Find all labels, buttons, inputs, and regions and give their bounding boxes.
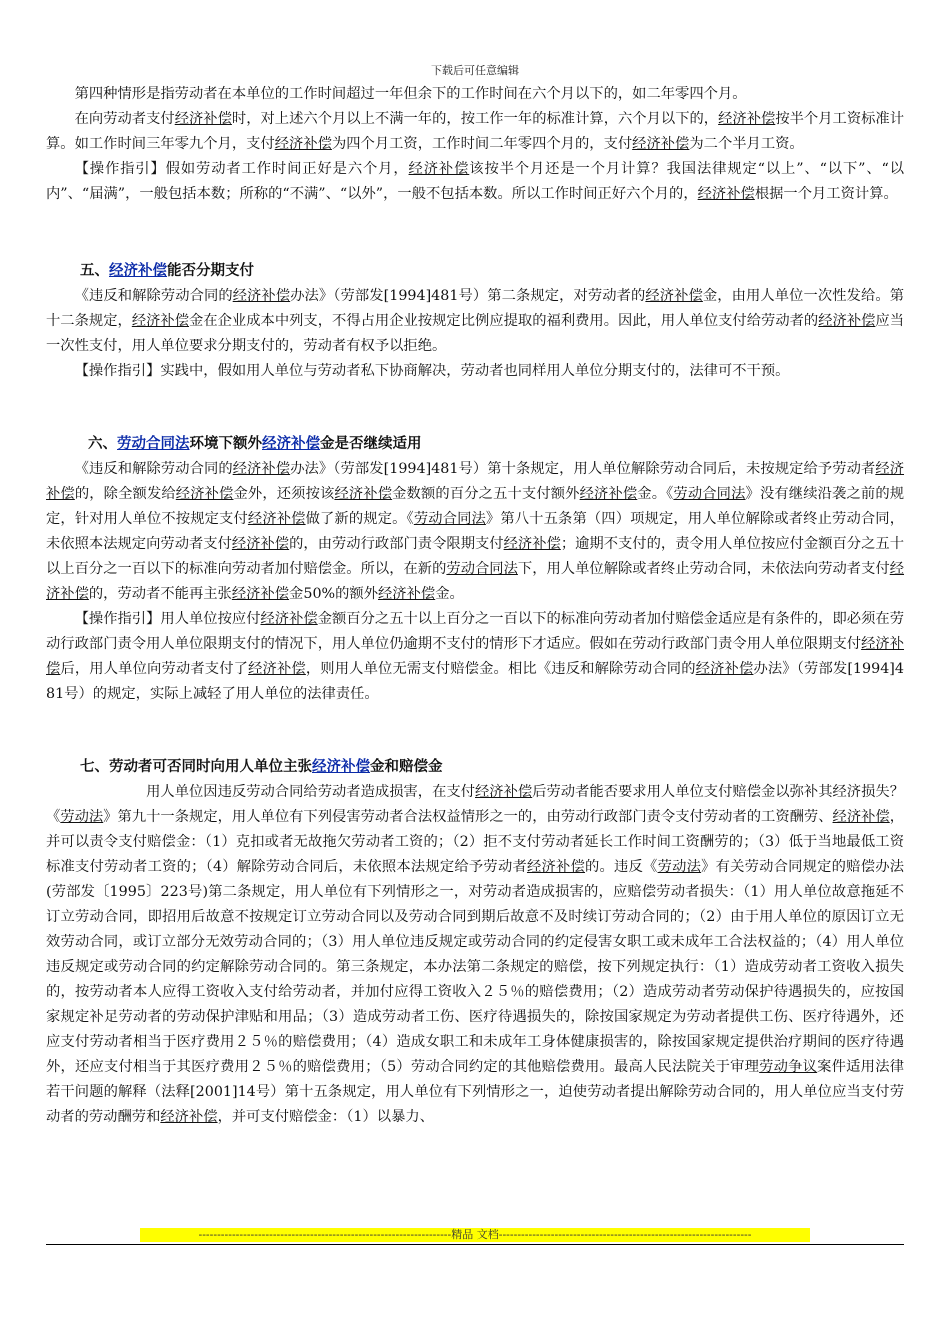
paragraph: 【操作指引】用人单位按应付经济补偿金额百分之五十以上百分之一百以下的标准向劳动者加付赔偿金适应是有条件的，即必须在劳动行政部门责令用人单位限期支付的情况下，用人单位仍逾期不支付的情形下才适应。假如在劳动行政部门责令用人单位限期支付经济补偿后，用人单位向劳动者支付了经济补偿，则用人单位无需支付赔偿金。相比《违反和解除劳动合同的经济补偿办法》（劳部发[1994]481号）的规定，实际上减轻了用人单位的法律责任。 <box>46 611 905 702</box>
term-link[interactable]: 劳动合同法 <box>117 436 190 452</box>
term-link[interactable]: 劳动争议 <box>759 1059 818 1075</box>
term-link[interactable]: 经济补偿 <box>248 661 306 677</box>
term-link[interactable]: 经济补偿 <box>579 486 638 502</box>
term-link[interactable]: 经济补偿 <box>718 111 776 127</box>
term-link[interactable]: 经济补偿 <box>697 186 755 202</box>
term-link[interactable]: 劳动法 <box>657 859 702 875</box>
term-link[interactable]: 劳动合同法 <box>446 561 518 577</box>
term-link[interactable]: 经济补偿 <box>46 561 905 602</box>
term-link[interactable]: 经济补偿 <box>312 759 370 775</box>
term-link[interactable]: 经济补偿 <box>334 486 393 502</box>
term-link[interactable]: 经济补偿 <box>131 313 190 329</box>
paragraph: 用人单位因违反劳动合同给劳动者造成损害，在支付经济补偿后劳动者能否要求用人单位支付赔偿金以弥补其经济损失？《劳动法》第九十一条规定，用人单位有下列侵害劳动者合法权益情形之一的，由劳动行政部门责令支付劳动者的工资酬劳、经济补偿，并可以责令支付赔偿金：（1）克扣或者无故拖欠劳动者工资的；（2）拒不支付劳动者延长工作时间工资酬劳的；（3）低于当地最低工资标准支付劳动者工资的；（4）解除劳动合同后，未依照本法规定给予劳动者经济补偿的。违反《劳动法》有关劳动合同规定的赔偿办法(劳部发〔1995〕223号)第二条规定，用人单位有下列情形之一，对劳动者造成损害的，应赔偿劳动者损失：（1）用人单位故意拖延不订立劳动合同，即招用后故意不按规定订立劳动合同以及劳动合同到期后故意不及时续订劳动合同的；（2）由于用人单位的原因订立无效劳动合同，或订立部分无效劳动合同的；（3）用人单位违反规定或劳动合同的约定侵害女职工或未成年工合法权益的；（4）用人单位违反规定或劳动合同的约定解除劳动合同的。第三条规定，本办法第二条规定的赔偿，按下列规定执行：（1）造成劳动者工资收入损失的，按劳动者本人应得工资收入支付给劳动者，并加付应得工资收入２５％的赔偿费用；（2）造成劳动者劳动保护待遇损失的，应按国家规定补足劳动者的劳动保护津贴和用品；（3）造成劳动者工伤、医疗待遇损失的，除按国家规定为劳动者提供工伤、医疗待遇外，还应支付劳动者相当于医疗费用２５％的赔偿费用；（4）造成女职工和未成年工身体健康损害的，除按国家规定提供治疗期间的医疗待遇外，还应支付相当于其医疗费用２５％的赔偿费用；（5）劳动合同约定的其他赔偿费用。最高人民法院关于审理劳动争议案件适用法律若干问题的解释（法释[2001]14号）第十五条规定，用人单位有下列情形之一，迫使劳动者提出解除劳动合同的，用人单位应当支付劳动者的劳动酬劳和经济补偿，并可支付赔偿金：（1）以暴力、 <box>46 784 905 1125</box>
term-link[interactable]: 经济补偿 <box>160 1109 218 1125</box>
paragraph: 在向劳动者支付经济补偿时，对上述六个月以上不满一年的，按工作一年的标准计算，六个月以下的，经济补偿按半个月工资标准计算。如工作时间三年零九个月，支付经济补偿为四个月工资，工作时间二年零四个月的，支付经济补偿为二个半月工资。 <box>46 111 905 152</box>
term-link[interactable]: 经济补偿 <box>645 288 703 304</box>
term-link[interactable]: 经济补偿 <box>232 461 291 477</box>
paragraph: 《违反和解除劳动合同的经济补偿办法》（劳部发[1994]481号）第十条规定，用人单位解除劳动合同后，未按规定给予劳动者经济补偿的，除全额发给经济补偿金外，还须按该经济补偿金数额的百分之五十支付额外经济补偿金。《劳动合同法》没有继续沿袭之前的规定，针对用人单位不按规定支付经济补偿做了新的规定。《劳动合同法》第八十五条第（四）项规定，用人单位解除或者终止劳动合同，未依照本法规定向劳动者支付经济补偿的，由劳动行政部门责令限期支付经济补偿；逾期不支付的，责令用人单位按应付金额百分之五十以上百分之一百以下的标准向劳动者加付赔偿金。所以，在新的劳动合同法下，用人单位解除或者终止劳动合同，未依法向劳动者支付经济补偿的，劳动者不能再主张经济补偿金50%的额外经济补偿金。 <box>46 461 905 602</box>
term-link[interactable]: 经济补偿 <box>109 263 167 279</box>
term-link[interactable]: 经济补偿 <box>832 809 890 825</box>
term-link[interactable]: 经济补偿 <box>695 661 754 677</box>
term-link[interactable]: 经济补偿 <box>475 784 533 800</box>
document-body <box>46 82 904 1130</box>
term-link[interactable]: 经济补偿 <box>46 636 905 677</box>
paragraph: 【操作指引】假如劳动者工作时间正好是六个月，经济补偿该按半个月还是一个月计算？我国法律规定“以上”、“以下”、“以内”、“届满”，一般包括本数；所称的“不满”、“以外”，一般不包括本数。所以工作时间正好六个月的，经济补偿根据一个月工资计算。 <box>46 161 905 202</box>
term-link[interactable]: 经济补偿 <box>503 536 561 552</box>
term-link[interactable]: 经济补偿 <box>274 136 332 152</box>
footer-banner: --------------------------------------------------------------------精品 文档-------------------------------------------------------------------- <box>140 1228 810 1242</box>
section-heading: 五、经济补偿能否分期支付 <box>80 263 254 279</box>
term-link[interactable]: 劳动合同法 <box>673 486 746 502</box>
term-link[interactable]: 经济补偿 <box>262 436 320 452</box>
footer-divider <box>46 1244 904 1245</box>
term-link[interactable]: 经济补偿 <box>231 536 290 552</box>
term-link[interactable]: 经济补偿 <box>46 461 905 502</box>
term-link[interactable]: 劳动法 <box>60 809 104 825</box>
term-link[interactable]: 经济补偿 <box>175 486 234 502</box>
paragraph: 第四种情形是指劳动者在本单位的工作时间超过一年但余下的工作时间在六个月以下的，如二年零四个月。 <box>74 86 747 102</box>
term-link[interactable]: 经济补偿 <box>378 586 436 602</box>
paragraph: 【操作指引】实践中，假如用人单位与劳动者私下协商解决，劳动者也同样用人单位分期支付的，法律可不干预。 <box>74 363 790 379</box>
term-link[interactable]: 经济补偿 <box>174 111 232 127</box>
term-link[interactable]: 经济补偿 <box>818 313 876 329</box>
term-link[interactable]: 经济补偿 <box>231 586 290 602</box>
term-link[interactable]: 经济补偿 <box>632 136 690 152</box>
term-link[interactable]: 经济补偿 <box>408 161 470 177</box>
header-note: 下载后可任意编辑 <box>431 64 519 77</box>
term-link[interactable]: 经济补偿 <box>247 511 306 527</box>
term-link[interactable]: 劳动合同法 <box>413 511 486 527</box>
paragraph: 《违反和解除劳动合同的经济补偿办法》（劳部发[1994]481号）第二条规定，对劳动者的经济补偿金，由用人单位一次性发给。第十二条规定，经济补偿金在企业成本中列支，不得占用企业按规定比例应提取的福利费用。因此，用人单位支付给劳动者的经济补偿应当一次性支付，用人单位要求分期支付的，劳动者有权予以拒绝。 <box>46 288 905 354</box>
term-link[interactable]: 经济补偿 <box>526 859 586 875</box>
section-heading: 七、劳动者可否同时向用人单位主张经济补偿金和赔偿金 <box>80 759 443 775</box>
term-link[interactable]: 经济补偿 <box>260 611 318 627</box>
term-link[interactable]: 经济补偿 <box>232 288 291 304</box>
section-heading: 六、劳动合同法环境下额外经济补偿金是否继续适用 <box>88 436 422 452</box>
